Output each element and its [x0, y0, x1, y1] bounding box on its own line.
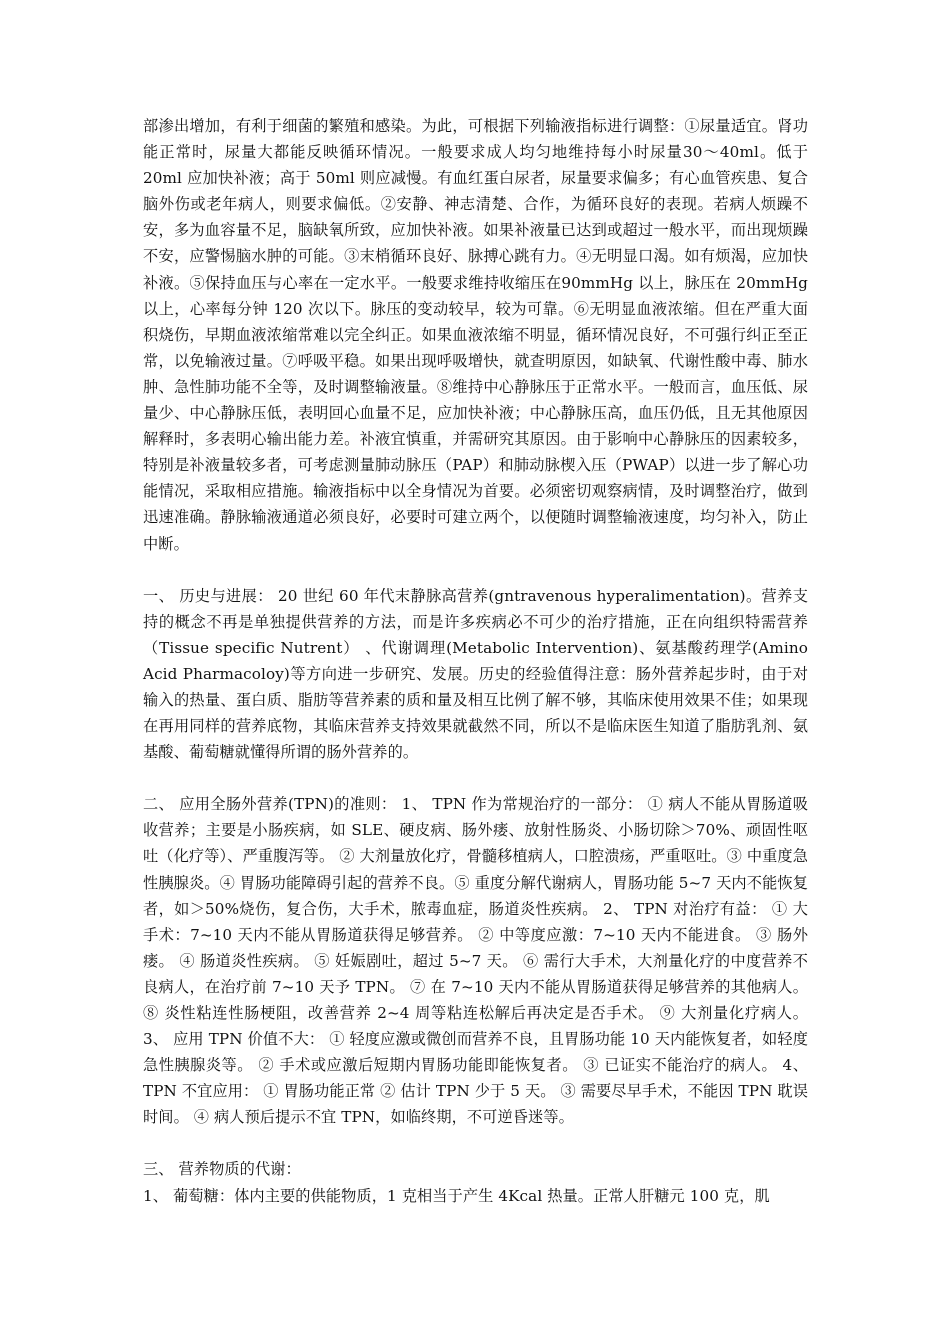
paragraph-history-and-progress: 一、 历史与进展： 20 世纪 60 年代末静脉高营养(gntravenous hyperalimentation)。营养支持的概念不再是单独提供营养的方法，而是许多疾病必不可少的治疗措施，正在向组织特需营养（Tissue specific Nutrent） 、代谢调理(Metabolic Intervention)、氨基酸药理学(Amino Acid Pharmacoloy)等方向进一步研究、发展。历史的经验值得注意：肠外营养起步时，由于对输入的热量、蛋白质、脂肪等营养素的质和量及相互比例了解不够，其临床使用效果不佳；如果现在再用同样的营养底物，其临床营养支持效果就截然不同，所以不是临床医生知道了脂肪乳剂、氨基酸、葡萄糖就懂得所谓的肠外营养的。 [143, 586, 808, 762]
paragraph-infusion-indicators: 部渗出增加，有利于细菌的繁殖和感染。为此，可根据下列输液指标进行调整：①尿量适宜。肾功能正常时，尿量大都能反映循环情况。一般要求成人均匀地维持每小时尿量30～40ml。低于 20ml 应加快补液；高于 50ml 则应减慢。有血红蛋白尿者，尿量要求偏多；有心血管疾患、复合脑外伤或老年病人，则要求偏低。②安静、神志清楚、合作，为循环良好的表现。若病人烦躁不安，多为血容量不足，脑缺氧所致，应加快补液。如果补液量已达到或超过一般水平，而出现烦躁不安，应警惕脑水肿的可能。③末梢循环良好、脉搏心跳有力。④无明显口渴。如有烦渴，应加快补液。⑤保持血压与心率在一定水平。一般要求维持收缩压在90mmHg 以上，脉压在 20mmHg 以上，心率每分钟 120 次以下。脉压的变动较早，较为可靠。⑥无明显血液浓缩。但在严重大面积烧伤，早期血液浓缩常难以完全纠正。如果血液浓缩不明显，循环情况良好，不可强行纠正至正常，以免输液过量。⑦呼吸平稳。如果出现呼吸增快，就查明原因，如缺氧、代谢性酸中毒、肺水肿、急性肺功能不全等，及时调整输液量。⑧维持中心静脉压于正常水平。一般而言，血压低、尿量少、中心静脉压低，表明回心血量不足，应加快补液；中心静脉压高，血压仍低，且无其他原因解释时，多表明心输出能力差。补液宜慎重，并需研究其原因。由于影响中心静脉压的因素较多，特别是补液量较多者，可考虑测量肺动脉压（PAP）和肺动脉楔入压（PWAP）以进一步了解心功能情况，采取相应措施。输液指标中以全身情况为首要。必须密切观察病情，及时调整治疗，做到迅速准确。静脉输液通道必须良好，必要时可建立两个，以便随时调整输液速度，均匀补入，防止中断。 [143, 117, 808, 553]
paragraph-spacer [143, 765, 808, 791]
paragraph-tpn-guidelines: 二、 应用全肠外营养(TPN)的准则： 1、 TPN 作为常规治疗的一部分： ① 病人不能从胃肠道吸收营养；主要是小肠疾病，如 SLE、硬皮病、肠外瘘、放射性肠炎、小肠切除＞70%、顽固性呕吐（化疗等）、严重腹泻等。 ② 大剂量放化疗，骨髓移植病人，口腔溃疡，严重呕吐。③ 中重度急性胰腺炎。④ 胃肠功能障碍引起的营养不良。⑤ 重度分解代谢病人，胃肠功能 5~7 天内不能恢复者，如＞50%烧伤，复合伤，大手术，脓毒血症，肠道炎性疾病。 2、 TPN 对治疗有益： ① 大手术：7~10 天内不能从胃肠道获得足够营养。 ② 中等度应激：7~10 天内不能进食。 ③ 肠外瘘。 ④ 肠道炎性疾病。 ⑤ 妊娠剧吐，超过 5~7 天。 ⑥ 需行大手术，大剂量化疗的中度营养不良病人，在治疗前 7~10 天予 TPN。 ⑦ 在 7~10 天内不能从胃肠道获得足够营养的其他病人。 ⑧ 炎性粘连性肠梗阻，改善营养 2~4 周等粘连松解后再决定是否手术。 ⑨ 大剂量化疗病人。 3、 应用 TPN 价值不大： ① 轻度应激或微创而营养不良，且胃肠功能 10 天内能恢复者，如轻度急性胰腺炎等。 ② 手术或应激后短期内胃肠功能即能恢复者。 ③ 已证实不能治疗的病人。 4、 TPN 不宜应用： ① 胃肠功能正常 ② 估计 TPN 少于 5 天。 ③ 需要尽早手术，不能因 TPN 耽误时间。 ④ 病人预后提示不宜 TPN，如临终期，不可逆昏迷等。 [143, 795, 808, 1127]
paragraph-spacer [143, 557, 808, 583]
paragraph-glucose: 1、 葡萄糖：体内主要的供能物质，1 克相当于产生 4Kcal 热量。正常人肝糖元 100 克，肌 [143, 1186, 770, 1205]
document-page [143, 113, 808, 1209]
paragraph-spacer [143, 1130, 808, 1156]
section-heading-nutrient-metabolism: 三、 营养物质的代谢： [143, 1160, 301, 1179]
